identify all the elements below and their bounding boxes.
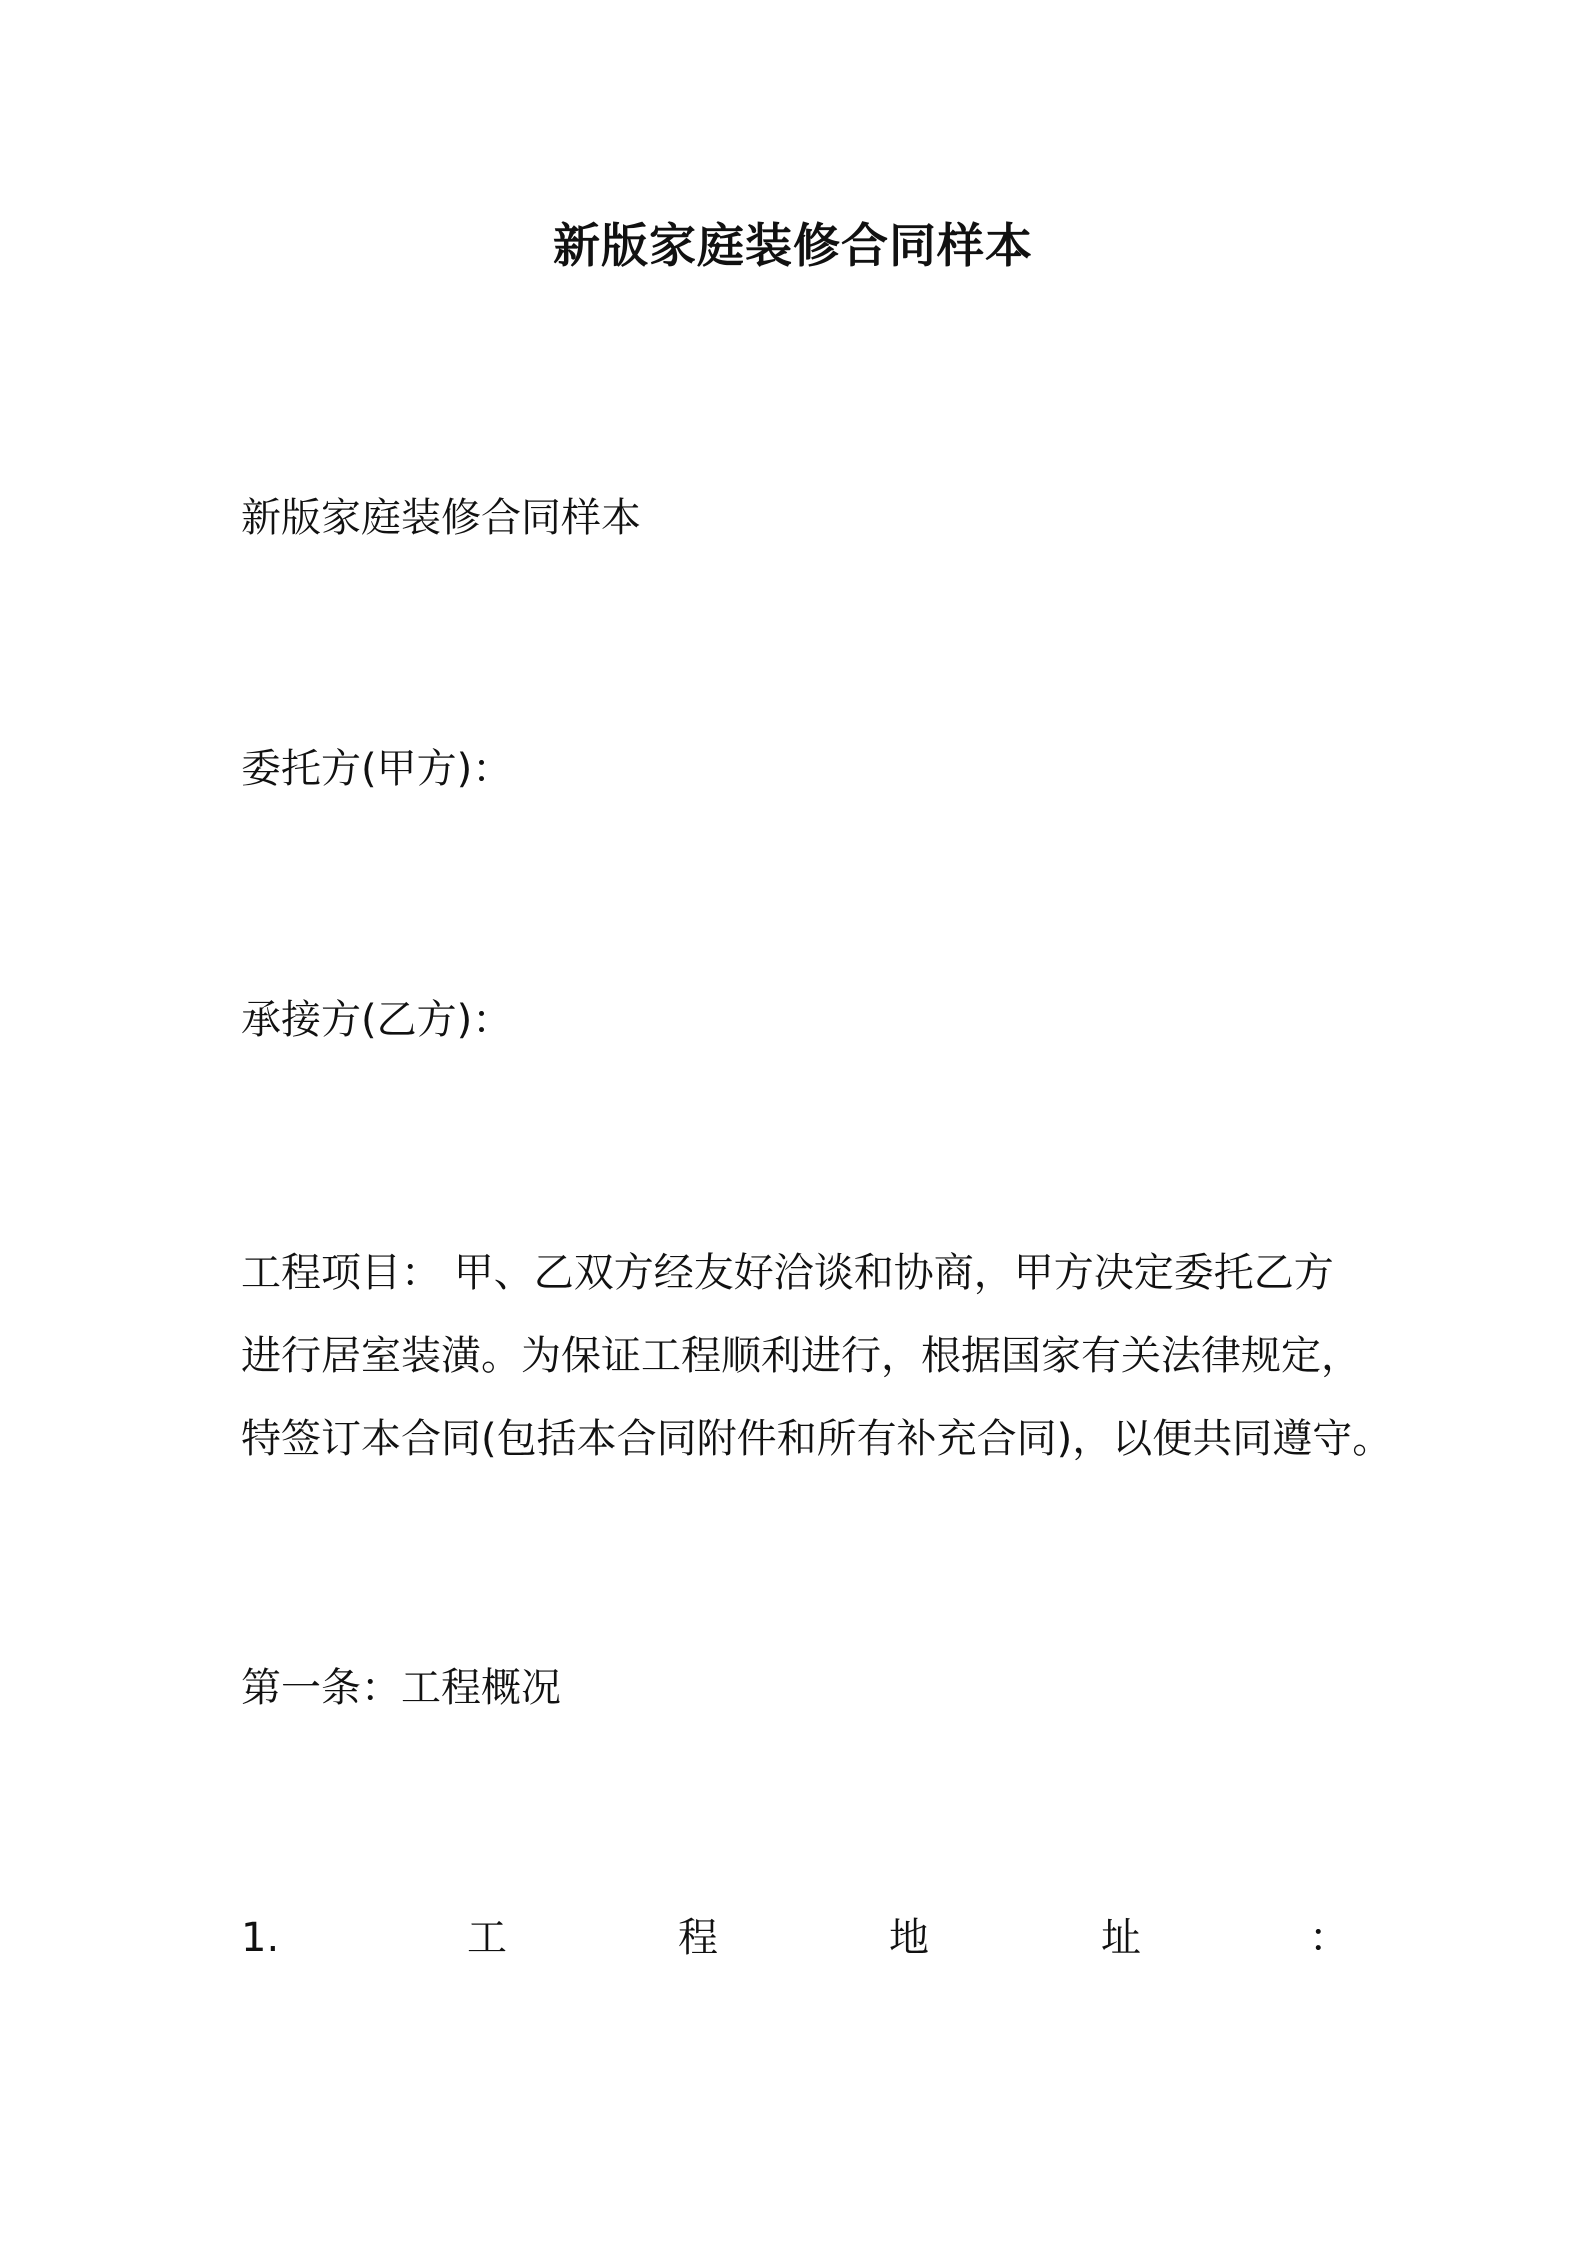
- project-paragraph: [241, 1232, 1391, 1481]
- document-title: 新版家庭装修合同样本: [553, 219, 1033, 274]
- document-subtitle: 新版家庭装修合同样本: [241, 495, 641, 541]
- item-1-char-4: 址: [1101, 1915, 1141, 1961]
- item-1-char-3: 地: [889, 1915, 929, 1961]
- party-a-label: 委托方(甲方)：: [241, 746, 513, 792]
- item-1-number: 1.: [241, 1915, 280, 1961]
- party-b-label: 承接方(乙方)：: [241, 997, 513, 1043]
- project-line-1: 工程项目： 甲、乙双方经友好洽谈和协商，甲方决定委托乙方: [241, 1250, 1334, 1296]
- project-line-3: 特签订本合同(包括本合同附件和所有补充合同)，以便共同遵守。: [241, 1416, 1393, 1462]
- article-1-heading: 第一条：工程概况: [241, 1665, 561, 1711]
- project-line-2: 进行居室装潢。为保证工程顺利进行，根据国家有关法律规定，: [241, 1333, 1361, 1379]
- item-1-address-line: [241, 1910, 1349, 1966]
- item-1-colon: ：: [1309, 1915, 1349, 1961]
- item-1-char-2: 程: [678, 1915, 718, 1961]
- item-1-char-1: 工: [467, 1915, 507, 1961]
